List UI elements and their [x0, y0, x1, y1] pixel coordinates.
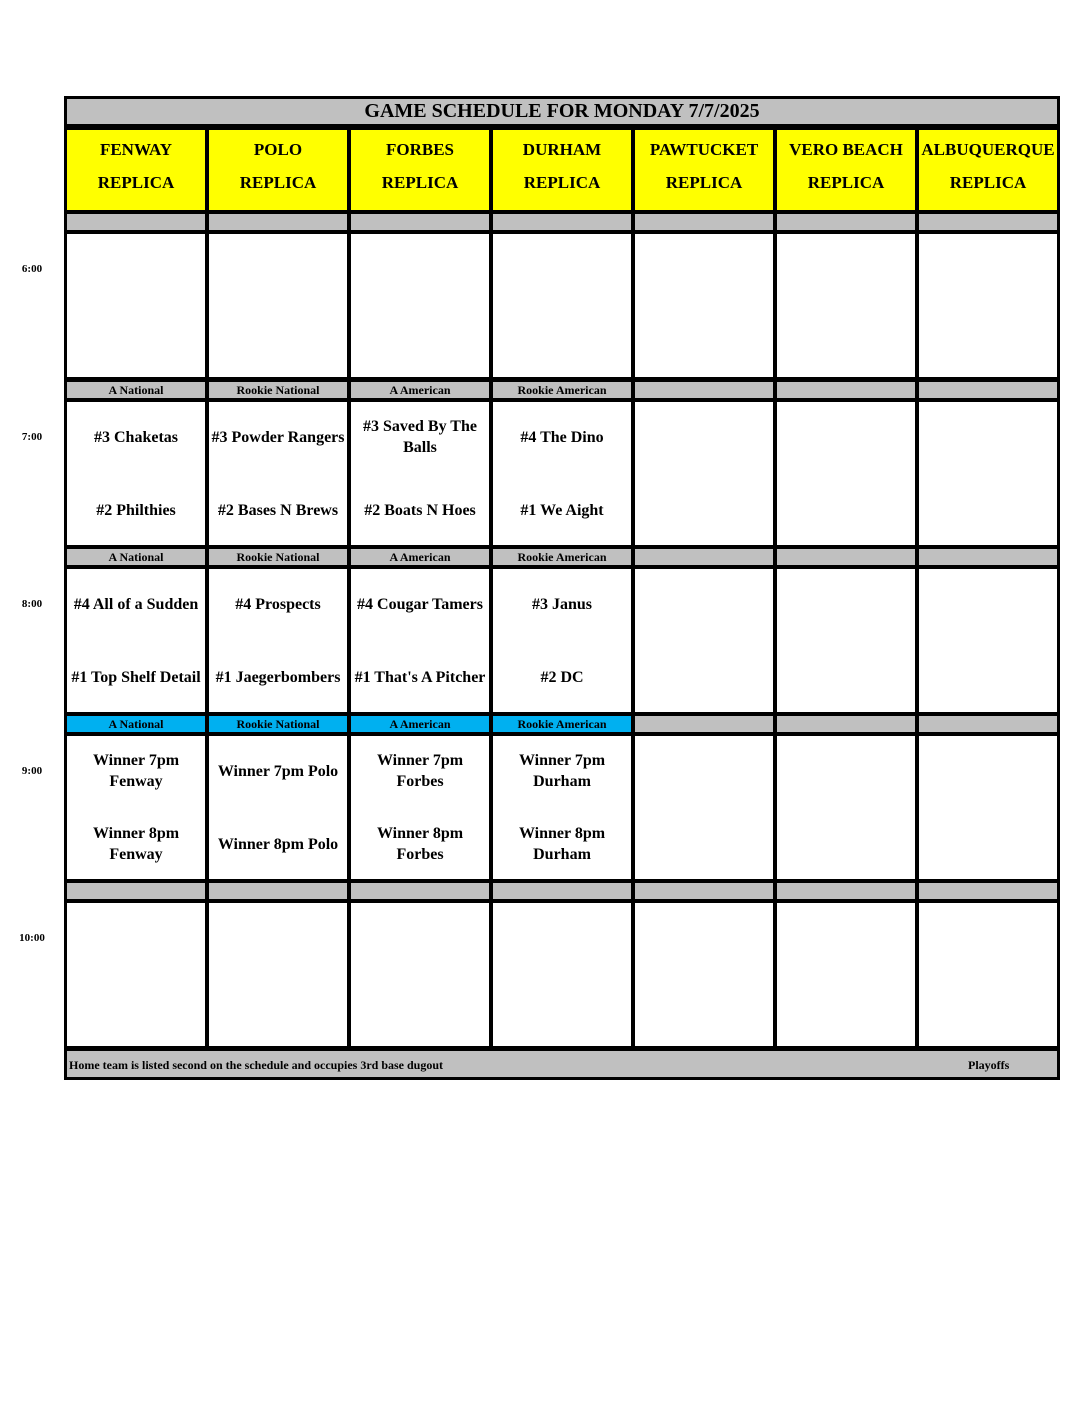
- game-cell: [490, 399, 634, 548]
- division-band: [774, 880, 918, 902]
- game-cell: [206, 399, 350, 548]
- division-band: Rookie National: [206, 713, 350, 735]
- home-team: Winner 8pm Forbes: [376, 825, 464, 863]
- home-team: [777, 652, 915, 702]
- field-type: REPLICA: [381, 173, 459, 192]
- game-cell: [348, 733, 492, 882]
- field-type: REPLICA: [97, 173, 175, 192]
- home-team: [635, 485, 773, 535]
- home-team: [635, 317, 773, 367]
- game-cell: [490, 733, 634, 882]
- division-band: A National: [64, 379, 208, 401]
- home-team: #2 Bases N Brews: [217, 501, 339, 519]
- game-cell: [632, 733, 776, 882]
- game-cell: [774, 399, 918, 548]
- away-team: #3 Chaketas: [93, 428, 178, 446]
- field-header: [632, 127, 776, 213]
- game-cell: [916, 733, 1060, 882]
- field-name: FENWAY: [99, 140, 173, 159]
- field-type: REPLICA: [949, 173, 1027, 192]
- game-cell: [916, 231, 1060, 380]
- home-team: Winner 8pm Polo: [217, 835, 339, 853]
- away-team: #3 Powder Rangers: [211, 428, 345, 446]
- division-band: [632, 880, 776, 902]
- away-team: [777, 244, 915, 294]
- field-name: FORBES: [385, 140, 455, 159]
- field-header: [490, 127, 634, 213]
- division-band: [774, 211, 918, 233]
- away-team: [209, 913, 347, 963]
- game-cell: [348, 399, 492, 548]
- home-team: #1 Top Shelf Detail: [71, 668, 201, 686]
- away-team: [919, 913, 1057, 963]
- time-label: 6:00: [21, 263, 43, 275]
- division-band: Rookie National: [206, 546, 350, 568]
- home-team: [919, 986, 1057, 1036]
- field-name: POLO: [253, 140, 303, 159]
- away-team: Winner 7pm Forbes: [376, 752, 464, 790]
- time-label: 9:00: [21, 765, 43, 777]
- field-header: [206, 127, 350, 213]
- home-team: #2 Philthies: [96, 501, 176, 519]
- game-cell: [64, 566, 208, 715]
- game-cell: [632, 399, 776, 548]
- time-label: 8:00: [21, 598, 43, 610]
- footer-note: Home team is listed second on the schedule and occupies 3rd base dugout: [69, 1058, 444, 1072]
- away-team: #4 Prospects: [235, 595, 321, 613]
- division-band: [632, 546, 776, 568]
- away-team: #4 All of a Sudden: [73, 595, 199, 613]
- division-band: [916, 880, 1060, 902]
- division-band: [774, 713, 918, 735]
- away-team: [919, 746, 1057, 796]
- away-team: Winner 7pm Polo: [217, 762, 339, 780]
- home-team: [351, 986, 489, 1036]
- game-cell: [64, 900, 208, 1049]
- division-band: [490, 211, 634, 233]
- away-team: [919, 412, 1057, 462]
- game-cell: [206, 733, 350, 882]
- game-cell: [774, 733, 918, 882]
- home-team: [351, 317, 489, 367]
- away-team: Winner 7pm Durham: [518, 752, 606, 790]
- division-band: [490, 880, 634, 902]
- game-cell: [348, 231, 492, 380]
- field-type: REPLICA: [665, 173, 743, 192]
- away-team: [777, 579, 915, 629]
- field-name: ALBUQUERQUE: [921, 140, 1055, 159]
- field-name: VERO BEACH: [789, 140, 903, 159]
- field-header: [64, 127, 208, 213]
- game-cell: [64, 733, 208, 882]
- game-cell: [916, 566, 1060, 715]
- home-team: [209, 986, 347, 1036]
- field-name: PAWTUCKET: [649, 140, 759, 159]
- division-band: [348, 880, 492, 902]
- game-cell: [774, 231, 918, 380]
- away-team: [67, 244, 205, 294]
- away-team: [777, 913, 915, 963]
- schedule-footer: [64, 1048, 1060, 1080]
- division-band: Rookie American: [490, 379, 634, 401]
- division-band: [64, 211, 208, 233]
- home-team: Winner 8pm Durham: [518, 825, 606, 863]
- away-team: [919, 244, 1057, 294]
- division-band: [632, 379, 776, 401]
- home-team: [919, 819, 1057, 869]
- division-band: [916, 379, 1060, 401]
- division-band: [632, 211, 776, 233]
- game-cell: [348, 566, 492, 715]
- home-team: [777, 317, 915, 367]
- division-band: Rookie American: [490, 546, 634, 568]
- field-type: REPLICA: [239, 173, 317, 192]
- division-band: [64, 880, 208, 902]
- home-team: [919, 485, 1057, 535]
- away-team: Winner 7pm Fenway: [92, 752, 180, 790]
- field-header: [774, 127, 918, 213]
- division-band: A American: [348, 713, 492, 735]
- division-band: [206, 211, 350, 233]
- home-team: #2 DC: [540, 668, 584, 686]
- footer-playoffs: Playoffs: [968, 1058, 1010, 1072]
- game-cell: [64, 231, 208, 380]
- game-cell: [206, 566, 350, 715]
- home-team: [777, 485, 915, 535]
- away-team: [635, 412, 773, 462]
- time-label: 10:00: [19, 932, 45, 944]
- away-team: #4 Cougar Tamers: [357, 595, 483, 613]
- division-band: [916, 546, 1060, 568]
- game-cell: [916, 399, 1060, 548]
- game-cell: [490, 900, 634, 1049]
- division-band: Rookie National: [206, 379, 350, 401]
- away-team: [635, 913, 773, 963]
- game-cell: [632, 231, 776, 380]
- home-team: [493, 986, 631, 1036]
- home-team: [635, 652, 773, 702]
- division-band: [632, 713, 776, 735]
- game-cell: [632, 566, 776, 715]
- away-team: [635, 746, 773, 796]
- home-team: #2 Boats N Hoes: [364, 501, 476, 519]
- schedule-title: GAME SCHEDULE FOR MONDAY 7/7/2025: [64, 96, 1060, 127]
- division-band: [916, 713, 1060, 735]
- away-team: [351, 913, 489, 963]
- home-team: [777, 986, 915, 1036]
- division-band: A National: [64, 713, 208, 735]
- division-band: Rookie American: [490, 713, 634, 735]
- game-cell: [632, 900, 776, 1049]
- game-cell: [774, 566, 918, 715]
- home-team: [209, 317, 347, 367]
- game-cell: [206, 900, 350, 1049]
- game-cell: [916, 900, 1060, 1049]
- home-team: #1 Jaegerbombers: [215, 668, 341, 686]
- division-band: A American: [348, 546, 492, 568]
- away-team: [493, 913, 631, 963]
- home-team: [635, 819, 773, 869]
- home-team: #1 That's A Pitcher: [354, 668, 486, 686]
- home-team: [67, 986, 205, 1036]
- away-team: [777, 746, 915, 796]
- field-header: [348, 127, 492, 213]
- away-team: [493, 244, 631, 294]
- home-team: #1 We Aight: [520, 501, 604, 519]
- field-name: DURHAM: [522, 140, 602, 159]
- away-team: [209, 244, 347, 294]
- away-team: [351, 244, 489, 294]
- game-cell: [348, 900, 492, 1049]
- game-cell: [490, 231, 634, 380]
- division-band: [774, 546, 918, 568]
- time-label: 7:00: [21, 431, 43, 443]
- division-band: [348, 211, 492, 233]
- away-team: [919, 579, 1057, 629]
- division-band: A American: [348, 379, 492, 401]
- game-cell: [206, 231, 350, 380]
- home-team: [919, 652, 1057, 702]
- home-team: [635, 986, 773, 1036]
- away-team: #4 The Dino: [520, 428, 604, 446]
- away-team: [67, 913, 205, 963]
- home-team: [919, 317, 1057, 367]
- division-band: [206, 880, 350, 902]
- field-type: REPLICA: [807, 173, 885, 192]
- home-team: [67, 317, 205, 367]
- field-header: [916, 127, 1060, 213]
- home-team: [777, 819, 915, 869]
- away-team: #3 Saved By The Balls: [363, 418, 477, 456]
- game-cell: [490, 566, 634, 715]
- game-cell: [774, 900, 918, 1049]
- away-team: [777, 412, 915, 462]
- division-band: [774, 379, 918, 401]
- away-team: [635, 579, 773, 629]
- game-cell: [64, 399, 208, 548]
- home-team: Winner 8pm Fenway: [92, 825, 180, 863]
- away-team: #3 Janus: [531, 595, 593, 613]
- division-band: A National: [64, 546, 208, 568]
- home-team: [493, 317, 631, 367]
- away-team: [635, 244, 773, 294]
- field-type: REPLICA: [523, 173, 601, 192]
- division-band: [916, 211, 1060, 233]
